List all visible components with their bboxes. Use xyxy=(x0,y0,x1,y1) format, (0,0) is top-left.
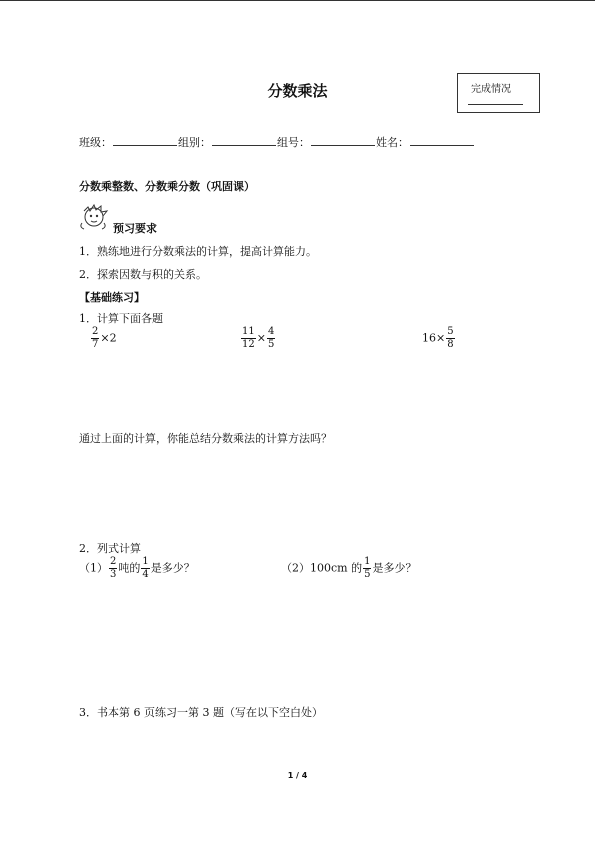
expression-3: 16× $\frac{5}{8}$ xyxy=(422,326,454,350)
fraction: $\frac{11}{12}$ xyxy=(242,326,255,350)
problem-2-2: （2）100cm 的 $\frac{1}{5}$ 是多少？ xyxy=(281,556,417,580)
class-label: 班级： xyxy=(79,136,112,149)
student-info-row xyxy=(79,133,475,150)
page-title: 分数乘法 xyxy=(267,82,328,100)
requirement-1: 1．熟练地进行分数乘法的计算，提高计算能力。 xyxy=(79,245,317,258)
expression-1: $\frac{2}{7}$ ×2 xyxy=(92,326,117,350)
fraction: $\frac{2}{7}$ xyxy=(92,326,99,350)
fraction: $\frac{5}{8}$ xyxy=(447,326,454,350)
question-2-label: 2．列式计算 xyxy=(79,542,141,555)
preview-heading: 预习要求 xyxy=(113,222,157,235)
problem-2-1: （1） $\frac{2}{3}$ 吨的 $\frac{1}{4}$ 是多少？ xyxy=(79,556,195,580)
name-label: 姓名： xyxy=(376,136,409,149)
class-blank xyxy=(113,133,177,146)
name-blank xyxy=(410,133,474,146)
question-1-label: 1．计算下面各题 xyxy=(79,312,163,325)
thinking-boy-icon xyxy=(76,203,110,231)
top-border xyxy=(0,0,595,1)
fraction: $\frac{1}{4}$ xyxy=(142,556,149,580)
status-label: 完成情况 xyxy=(471,84,511,95)
group-blank xyxy=(212,133,276,146)
completion-status-box xyxy=(457,73,540,113)
fraction: $\frac{1}{5}$ xyxy=(364,556,371,580)
question-3-label: 3．书本第 6 页练习一第 3 题（写在以下空白处） xyxy=(79,706,323,719)
page-number: 1 / 4 xyxy=(287,771,308,780)
lesson-subtitle: 分数乘整数、分数乘分数（巩固课） xyxy=(79,180,255,193)
basic-practice-heading: 【基础练习】 xyxy=(79,291,145,304)
group-number-label: 组号： xyxy=(277,136,310,149)
fraction: $\frac{4}{5}$ xyxy=(267,326,275,350)
status-blank xyxy=(468,104,523,105)
summary-question: 通过上面的计算，你能总结分数乘法的计算方法吗？ xyxy=(79,432,332,445)
requirement-2: 2．探索因数与积的关系。 xyxy=(79,268,207,281)
group-label: 组别： xyxy=(178,136,211,149)
group-number-blank xyxy=(311,133,375,146)
fraction: $\frac{2}{3}$ xyxy=(110,556,117,580)
expression-2: $\frac{11}{12}$ × $\frac{4}{5}$ xyxy=(242,326,275,350)
